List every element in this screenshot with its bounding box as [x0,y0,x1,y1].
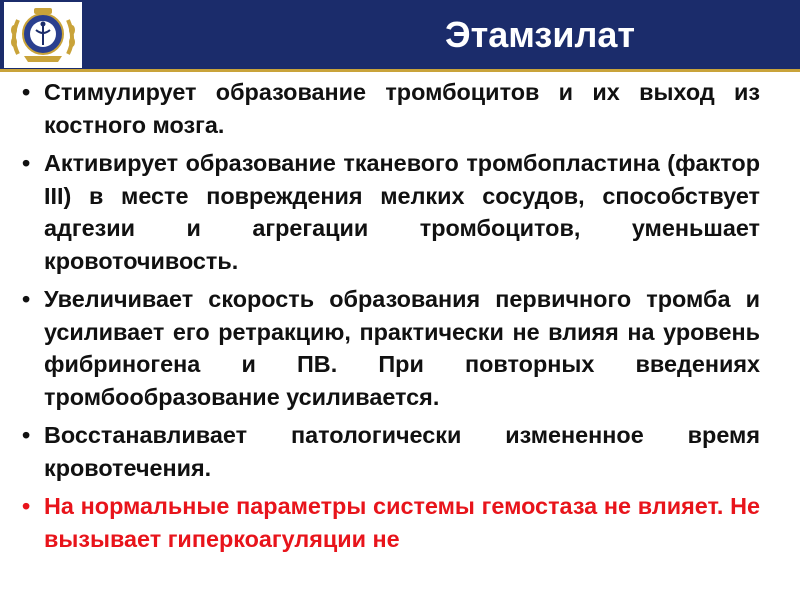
slide-title: Этамзилат [445,14,635,55]
bullet-item [20,76,760,141]
bullet-marker: • [22,150,31,176]
header-underline [0,69,800,72]
bullet-text: Восстанавливает патологически измененное время кровотечения. [44,422,760,481]
bullet-text: На нормальные параметры системы гемостаза не влияет. Не вызывает гиперкоагуляции не [44,493,760,552]
bullet-item [20,419,760,484]
bullet-item [20,147,760,277]
bullet-marker: • [22,422,31,448]
bullet-text: Активирует образование тканевого тромбопластина (фактор III) в месте повреждения мелких сосудов, способствует адгезии и агрегации тромбоцитов, уменьшает кровоточивость. [44,150,760,274]
bullet-text: Стимулирует образование тромбоцитов и их выход из костного мозга. [44,79,760,138]
university-crest-logo-icon [4,2,82,68]
bullet-marker: • [22,286,31,312]
bullet-item [20,283,760,413]
bullet-item-highlighted [20,490,760,555]
bullet-marker: • [22,493,31,519]
bullet-marker: • [22,79,31,105]
bullet-text: Увеличивает скорость образования первичного тромба и усиливает его ретракцию, практически не влияя на уровень фибриногена и ПВ. При повторных введениях тромбообразование усиливается. [44,286,760,410]
bullet-list [20,76,760,561]
